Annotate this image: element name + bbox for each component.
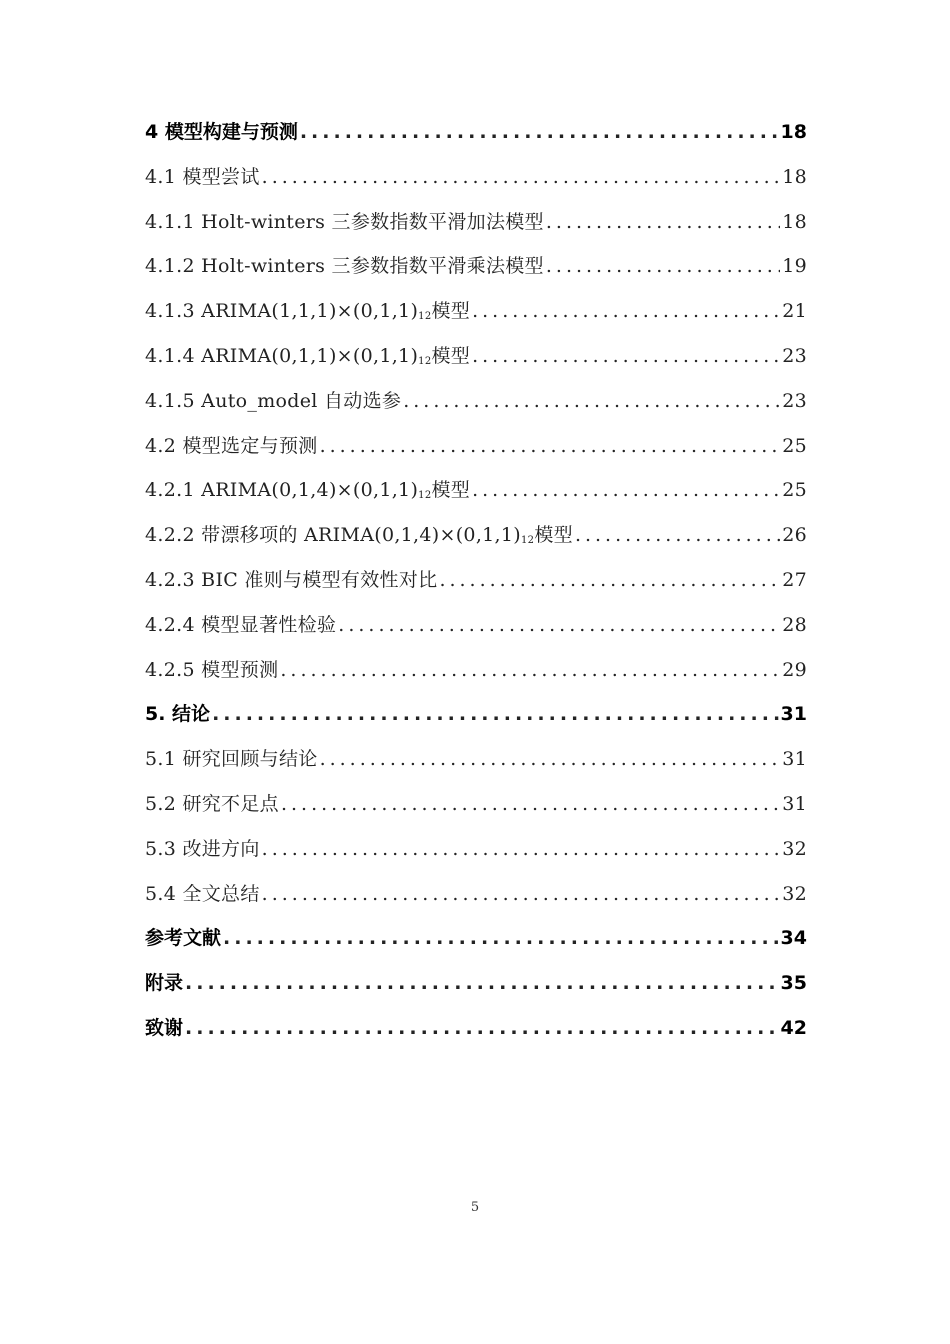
toc-entry-title: 4.1 模型尝试 <box>145 165 260 188</box>
toc-entry-title: 附录 <box>145 972 184 995</box>
toc-dot-leader <box>546 244 780 289</box>
toc-entry-page: 32 <box>782 837 807 860</box>
toc-entry[interactable] <box>145 648 807 693</box>
toc-entry-title: 4.2.4 模型显著性检验 <box>145 613 337 636</box>
toc-dot-leader <box>185 961 779 1006</box>
toc-dot-leader <box>472 468 780 513</box>
toc-entry-title: 4.2.3 BIC 准则与模型有效性对比 <box>145 568 438 591</box>
toc-dot-leader <box>575 513 780 558</box>
toc-dot-leader <box>281 782 780 827</box>
toc-entry[interactable] <box>145 200 807 245</box>
toc-entry-subscript: 12 <box>418 355 432 367</box>
toc-dot-leader <box>262 155 781 200</box>
toc-entry-page: 31 <box>780 703 807 726</box>
toc-entry[interactable] <box>145 737 807 782</box>
toc-entry[interactable] <box>145 110 807 155</box>
toc-entry-title: 5.1 研究回顾与结论 <box>145 748 318 771</box>
toc-entry-title: 4.1.1 Holt-winters 三参数指数平滑加法模型 <box>145 210 544 233</box>
toc-entry-title: 4.2.1 $ARIMA(0,1,4)\times(0,1,1)_{12}$模型 <box>145 479 471 502</box>
toc-entry[interactable] <box>145 468 807 513</box>
toc-entry-page: 27 <box>782 568 807 591</box>
toc-entry[interactable] <box>145 603 807 648</box>
toc-entry-page: 18 <box>782 165 807 188</box>
toc-entry-title: 参考文献 <box>145 927 222 950</box>
toc-dot-leader <box>403 379 780 424</box>
toc-entry[interactable] <box>145 1006 807 1051</box>
toc-entry[interactable] <box>145 155 807 200</box>
toc-entry-page: 34 <box>780 927 807 950</box>
toc-entry[interactable] <box>145 334 807 379</box>
toc-entry-title: 4.2 模型选定与预测 <box>145 434 318 457</box>
toc-dot-leader <box>472 334 780 379</box>
toc-dot-leader <box>338 603 780 648</box>
toc-entry-page: 25 <box>782 479 807 502</box>
toc-entry-page: 35 <box>780 972 807 995</box>
toc-entry-title: 5. 结论 <box>145 703 211 726</box>
toc-entry-title: 5.2 研究不足点 <box>145 792 279 815</box>
toc-entry[interactable] <box>145 513 807 558</box>
table-of-contents <box>145 110 807 1051</box>
toc-entry-subscript: 12 <box>418 311 432 323</box>
toc-dot-leader <box>223 916 779 961</box>
toc-dot-leader <box>546 200 780 245</box>
toc-entry-page: 18 <box>780 121 807 143</box>
toc-entry-title: 4.1.5 Auto_model 自动选参 <box>145 389 402 412</box>
toc-entry-title: 4.1.2 Holt-winters 三参数指数平滑乘法模型 <box>145 255 544 278</box>
toc-entry[interactable] <box>145 916 807 961</box>
toc-entry[interactable] <box>145 244 807 289</box>
toc-entry-title: 4.2.2 带漂移项的 $ARIMA(0,1,4)\times(0,1,1)_{12}$模型 <box>145 524 573 547</box>
toc-entry[interactable] <box>145 558 807 603</box>
toc-dot-leader <box>262 872 781 917</box>
toc-dot-leader <box>300 110 779 155</box>
toc-entry-page: 31 <box>782 792 807 815</box>
toc-dot-leader <box>320 737 781 782</box>
toc-entry[interactable] <box>145 424 807 469</box>
toc-entry-title: 4.1.3 $ARIMA(1,1,1)\times(0,1,1)_{12}$模型 <box>145 300 471 323</box>
toc-entry[interactable] <box>145 827 807 872</box>
toc-entry-title: 4.1.4 $ARIMA(0,1,1)\times(0,1,1)_{12}$模型 <box>145 344 471 367</box>
toc-dot-leader <box>280 648 780 693</box>
toc-dot-leader <box>262 827 781 872</box>
toc-entry-page: 42 <box>780 1016 807 1039</box>
toc-dot-leader <box>439 558 780 603</box>
toc-entry[interactable] <box>145 961 807 1006</box>
toc-entry[interactable] <box>145 782 807 827</box>
toc-entry-title: 5.4 全文总结 <box>145 882 260 905</box>
toc-entry-page: 31 <box>782 748 807 771</box>
toc-entry-page: 18 <box>782 210 807 233</box>
toc-entry-title: 4 模型构建与预测 <box>145 121 298 143</box>
toc-entry-page: 26 <box>782 524 807 547</box>
toc-entry-page: 19 <box>782 255 807 278</box>
toc-entry-page: 29 <box>782 658 807 681</box>
toc-entry-page: 25 <box>782 434 807 457</box>
toc-entry-title: 5.3 改进方向 <box>145 837 260 860</box>
toc-entry-title: 致谢 <box>145 1016 184 1039</box>
toc-entry-page: 32 <box>782 882 807 905</box>
toc-entry-page: 23 <box>782 344 807 367</box>
toc-entry[interactable] <box>145 692 807 737</box>
page-number: 5 <box>470 1200 480 1215</box>
toc-entry-page: 21 <box>782 300 807 323</box>
toc-entry[interactable] <box>145 872 807 917</box>
toc-dot-leader <box>185 1006 779 1051</box>
toc-entry-subscript: 12 <box>521 535 535 547</box>
toc-entry-page: 28 <box>782 613 807 636</box>
toc-entry[interactable] <box>145 289 807 334</box>
toc-dot-leader <box>320 424 781 469</box>
toc-dot-leader <box>472 289 780 334</box>
toc-entry-page: 23 <box>782 389 807 412</box>
toc-entry-subscript: 12 <box>418 490 432 502</box>
toc-dot-leader <box>212 692 778 737</box>
toc-entry[interactable] <box>145 379 807 424</box>
toc-entry-title: 4.2.5 模型预测 <box>145 658 279 681</box>
